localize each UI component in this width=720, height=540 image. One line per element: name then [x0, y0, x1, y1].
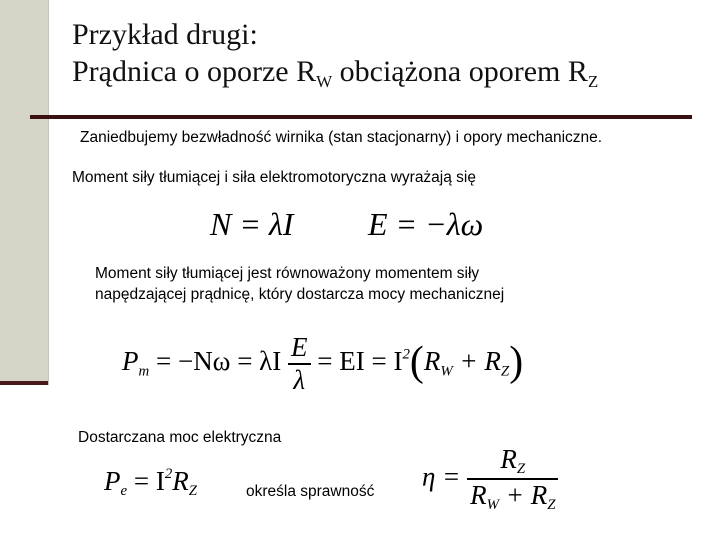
- title-divider: [30, 115, 692, 119]
- efficiency-numerator: [467, 444, 558, 478]
- pm-exponent: 2: [402, 346, 410, 363]
- balance-text-2: napędzającej prądnicę, który dostarcza mocy mechanicznej: [95, 286, 505, 303]
- pe-r-sub: Z: [188, 483, 197, 500]
- eta-lhs: η =: [422, 461, 461, 492]
- sidebar-accent-line: [0, 381, 48, 385]
- paren-plus: + R: [452, 346, 501, 377]
- paren-r-sub: W: [440, 363, 453, 380]
- efficiency-formula: [422, 444, 558, 514]
- efficiency-text: określa sprawność: [246, 483, 375, 500]
- balance-text-1: Moment siły tłumiącej jest równoważony momentem siły: [95, 265, 480, 282]
- pm-subscript: m: [138, 363, 150, 380]
- torque-formula: N = λI: [210, 206, 294, 242]
- pe-subscript: e: [120, 483, 128, 500]
- efficiency-denominator: [467, 478, 558, 514]
- pe-symbol: P: [104, 466, 121, 496]
- fraction-numerator: E: [291, 332, 308, 362]
- title-text-b: obciążona oporem R: [332, 55, 588, 88]
- title-line-1: Przykład drugi:: [72, 18, 258, 51]
- efficiency-fraction: [467, 444, 558, 514]
- pe-exponent: 2: [164, 466, 173, 483]
- electric-power-text: Dostarczana moc elektryczna: [78, 429, 282, 446]
- pm-middle: = −Nω = λI: [155, 346, 282, 377]
- eta-num-sub: Z: [516, 461, 526, 478]
- title-sub-w: W: [316, 72, 333, 91]
- elec-power-formula: [104, 466, 197, 500]
- pm-tail: = EI = I: [317, 346, 403, 377]
- moment-intro-text: Moment siły tłumiącej i siła elektromotoryczna wyrażają się: [72, 169, 476, 186]
- neglect-text: Zaniedbujemy bezwładność wirnika (stan stacjonarny) i opory mechaniczne.: [80, 129, 603, 146]
- emf-formula: E = −λω: [368, 206, 484, 242]
- pm-symbol: P: [122, 346, 139, 377]
- eta-den-r2-sub: Z: [547, 497, 556, 514]
- slide-title: [72, 16, 598, 100]
- title-line-2: [72, 53, 598, 100]
- e-over-lambda-fraction: [288, 332, 311, 396]
- left-paren: (: [409, 339, 424, 386]
- paren-r2-sub: Z: [500, 363, 510, 380]
- paren-r: R: [423, 346, 441, 377]
- eta-den-r1: R: [470, 480, 487, 511]
- right-paren: ): [509, 339, 524, 386]
- pe-r: R: [172, 466, 189, 496]
- title-text-a: Prądnica o oporze R: [72, 55, 317, 88]
- fraction-denominator: λ: [288, 363, 311, 396]
- eta-den-plus: + R: [499, 480, 548, 511]
- pe-middle: = I: [133, 466, 165, 496]
- eta-num-r: R: [500, 444, 517, 474]
- eta-den-r1-sub: W: [486, 497, 499, 514]
- title-sub-z: Z: [587, 72, 599, 91]
- mech-power-formula: [122, 332, 523, 396]
- sidebar-decoration: [0, 0, 49, 385]
